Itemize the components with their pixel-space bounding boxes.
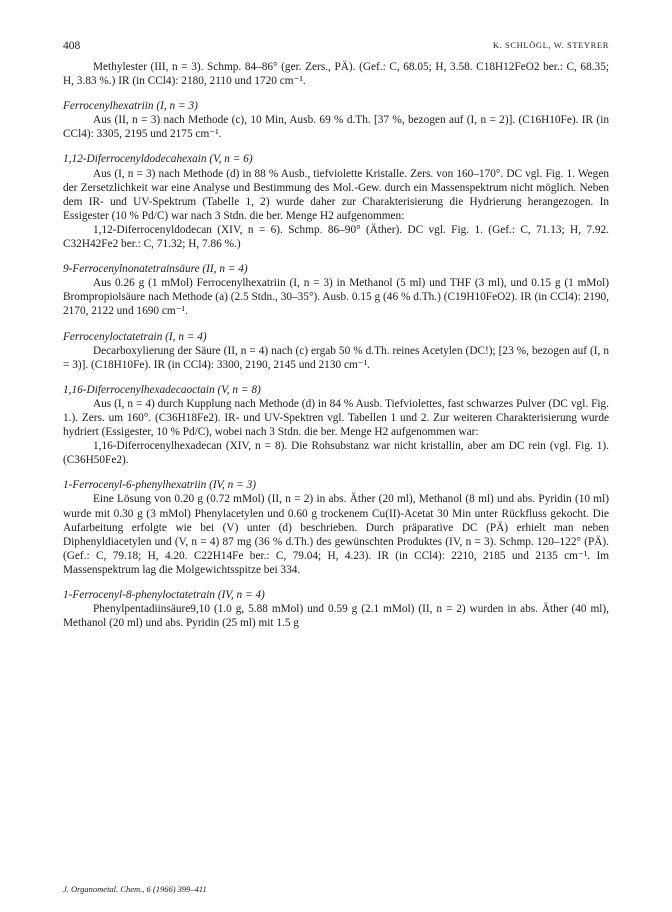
paragraph-phenylhexatriin: Eine Lösung von 0.20 g (0.72 mMol) (II, n = 2) in abs. Äther (20 ml), Methanol (8 ml) und abs. Pyridin (10 ml) wurde mit 0.30 g (3 mMol) Phenylacetylen und 0.60 g trockenem Cu(II)-Acetat 30 Min unter Rückfluss gekocht. Die Aufarbeitung erfolgte wie bei (V) unter (d) beschrieben. Durch präparative DC (PÄ) erhielt man neben Diphenyldiacetylen und (V, n = 4) 87 mg (36 % d.Th.) des gewünschten Produktes (IV, n = 3). Schmp. 120–122° (PÄ). (Gef.: C, 79.18; H, 4.20. C22H14Fe ber.: C, 79.04; H, 4.23). IR (in CCl4): 2210, 2185 und 2135 cm⁻¹. Im Massenspektrum lag die Molgewichtsspitze bei 334. xyxy=(63,493,609,576)
heading-diferrocenylhexadecaoctain: 1,16-Diferrocenylhexadecaoctain (V, n = 8) xyxy=(63,383,261,396)
heading-ferrocenylhexatriin: Ferrocenylhexatriin (I, n = 3) xyxy=(63,100,198,113)
heading-ferrocenyloctatetrain: Ferrocenyloctatetrain (I, n = 4) xyxy=(63,330,207,343)
paragraph-nonatetrainsaeure: Aus 0.26 g (1 mMol) Ferrocenylhexatriin (I, n = 3) in Methanol (5 ml) und THF (3 ml), und 0.15 g (1 mMol) Brompropiolsäure nach Methode (a) (2.5 Stdn., 30–35°). Ausb. 0.15 g (46 % d.Th.) (C19H10FeO2). IR (in CCl4): 2190, 2170, 2122 und 1690 cm⁻¹. xyxy=(63,277,609,318)
journal-footer: J. Organometal. Chem., 6 (1966) 399–411 xyxy=(63,884,207,894)
page-header xyxy=(63,40,609,54)
article-body xyxy=(63,60,609,630)
running-head: K. SCHLÖGL, W. STEYRER xyxy=(492,40,609,50)
heading-phenyloctatetrain: 1-Ferrocenyl-8-phenyloctatetrain (IV, n = 4) xyxy=(63,589,265,601)
page-number: 408 xyxy=(63,40,81,52)
heading-diferrocenyldodecahexain: 1,12-Diferrocenyldodecahexain (V, n = 6) xyxy=(63,153,253,166)
paragraph-phenyloctatetrain: Phenylpentadiinsäure9,10 (1.0 g, 5.88 mMol) und 0.59 g (2.1 mMol) (II, n = 2) wurden in abs. Äther (40 ml), Methanol (20 ml) und abs. Pyridin (25 ml) mit 1.5 g xyxy=(63,603,609,630)
paragraph-ferrocenylhexatriin: Aus (II, n = 3) nach Methode (c), 10 Min, Ausb. 69 % d.Th. [37 %, bezogen auf (I, n = 2)]. (C16H10Fe). IR (in CCl4): 3305, 2195 und 2175 cm⁻¹. xyxy=(63,114,609,141)
paragraph-ferrocenyloctatetrain: Decarboxylierung der Säure (II, n = 4) nach (c) ergab 50 % d.Th. reines Acetylen (DC!); [23 %, bezogen auf (I, n = 3)]. (C18H10Fe). IR (in CCl4): 3300, 2190, 2145 und 2130 cm⁻¹. xyxy=(63,344,609,371)
heading-phenylhexatriin: 1-Ferrocenyl-6-phenylhexatriin (IV, n = 3) xyxy=(63,479,257,492)
paragraph-diferrocenyldodecahexain: Aus (I, n = 3) nach Methode (d) in 88 % Ausb., tiefviolette Kristalle. Zers. von 160–170°. DC vgl. Fig. 1. Wegen der Zersetzlichkeit war eine Analyse und Bestimmung des Mol.-Gew. durch ein Massenspektrum nicht möglich. Neben dem IR- und UV-Spektrum (Tabelle 1, 2) wurde daher zur Charakterisierung die Hydrierung herangezogen. In Essigester (10 % Pd/C) war nach 3 Stdn. die ber. Menge H2 aufgenommen: xyxy=(63,167,609,222)
paragraph-methylester: Methylester (III, n = 3). Schmp. 84–86° (ger. Zers., PÄ). (Gef.: C, 68.05; H, 3.58. C18H12FeO2 ber.: C, 68.35; H, 3.83 %.) IR (in CCl4): 2180, 2110 und 1720 cm⁻¹. xyxy=(63,61,609,88)
heading-nonatetrainsaeure: 9-Ferrocenylnonatetrainsäure (II, n = 4) xyxy=(63,263,248,276)
paragraph-diferrocenylhexadecaoctain: Aus (I, n = 4) durch Kupplung nach Methode (d) in 84 % Ausb. Tiefviolettes, fast schwarzes Pulver (DC vgl. Fig. 1.). Zers. um 160°. (C36H18Fe2). IR- und UV-Spektren vgl. Tabellen 1 und 2. Zur weiteren Charakterisierung wurde hydriert (Essigester, 10 % Pd/C), wobei nach 3 Stdn. die ber. Menge H2 aufgenommen war: xyxy=(63,397,609,439)
paragraph-diferrocenyldodecan: 1,12-Diferrocenyldodecan (XIV, n = 6). Schmp. 86–90° (Äther). DC vgl. Fig. 1. (Gef.: C, 71.13; H, 7.92. C32H42Fe2 ber.: C, 71.32; H, 7.86 %.) xyxy=(63,223,609,251)
paragraph-diferrocenylhexadecan: 1,16-Diferrocenylhexadecan (XIV, n = 8). Die Rohsubstanz war nicht kristallin, aber am DC rein (vgl. Fig. 1). (C36H50Fe2). xyxy=(63,440,609,467)
